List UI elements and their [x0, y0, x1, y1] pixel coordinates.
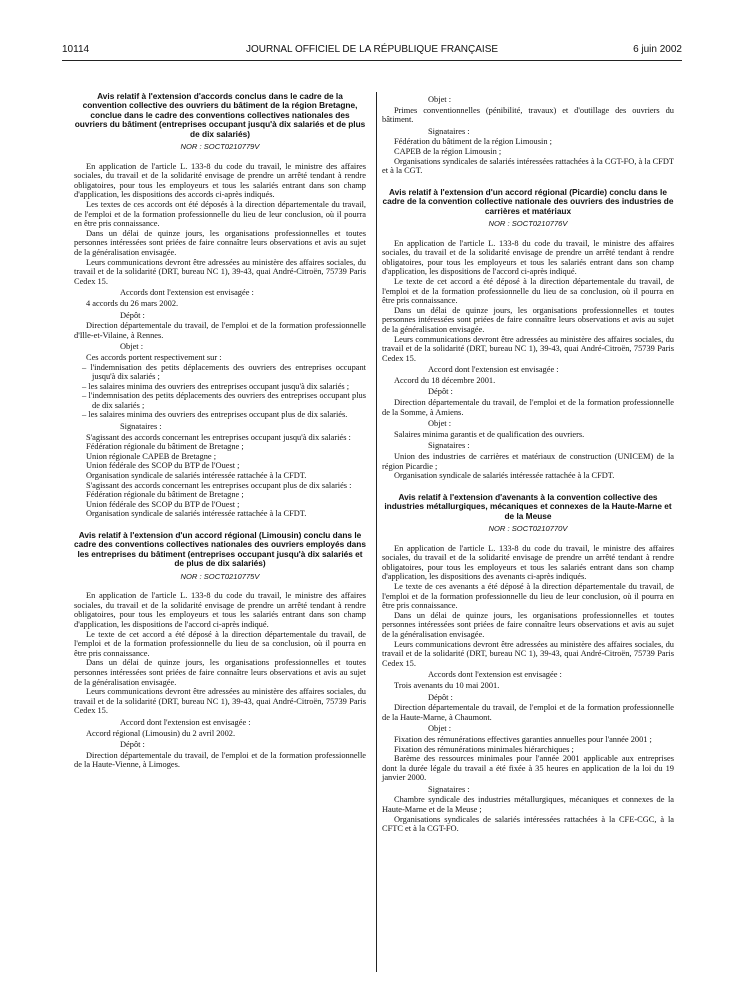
left-column: [74, 92, 366, 782]
depot-value: Direction départementale du travail, de l'emploi et de la formation professionnelle de la Somme, à Amiens.: [382, 398, 674, 417]
signataires-label: Signataires :: [428, 784, 470, 794]
accord-value: Accord régional (Limousin) du 2 avril 2002.: [86, 728, 236, 738]
signataires-label: Signataires :: [120, 422, 162, 432]
paragraph: En application de l'article L. 133-8 du code du travail, le ministre des affaires sociales, du travail et de la solidarité envisage de prendre un arrêté tendant à rendre obligatoires, pour tous les employeurs et tous les salariés entrant dans son champ d'application, les dispositions des avenants ci-après indiqués.: [382, 543, 674, 582]
depot-label: Dépôt :: [120, 740, 145, 750]
signatory: Organisations syndicales de salariés intéressées rattachées à la CGT-FO, à la CFDT et à la CGT.: [382, 156, 674, 176]
signatory: Organisation syndicale de salariés intéressée rattachée à la CFDT.: [86, 509, 307, 519]
signatory: Chambre syndicale des industries métallurgiques, mécaniques et connexes de la Haute-Marne et de la Meuse ;: [382, 795, 674, 815]
accords-label: Accords dont l'extension est envisagée :: [120, 288, 254, 298]
nor-reference: NOR : SOCT0210779V: [180, 142, 260, 152]
page-number: 10114: [62, 44, 90, 55]
list-item: – l'indemnisation des petits déplacements des ouvriers des entreprises occupant plus de dix salariés ;: [82, 391, 366, 410]
notice-limousin: [74, 531, 366, 770]
paragraph: Le texte de ces avenants a été déposé à la direction départementale du travail, de l'emploi et de la formation professionnelle du lieu de leur conclusion, où il pourra en être pris connaissance.: [382, 582, 674, 611]
objet-intro: Ces accords portent respectivement sur :: [86, 352, 222, 362]
notice-picardie: [382, 188, 674, 481]
objet-label: Objet :: [428, 419, 452, 429]
paragraph: Leurs communications devront être adressées au ministère des affaires sociales, du travail et de la solidarité (DRT, bureau NC 1), 39-43, quai André-Citroën, 75739 Paris Cedex 15.: [74, 257, 366, 286]
accords-value: 4 accords du 26 mars 2002.: [86, 298, 179, 308]
notice-limousin-continued: [382, 95, 674, 176]
depot-value: Direction départementale du travail, de l'emploi et de la formation professionnelle d'Ille-et-Vilaine, à Rennes.: [74, 321, 366, 340]
journal-title: JOURNAL OFFICIEL DE LA RÉPUBLIQUE FRANÇAISE: [245, 44, 499, 55]
paragraph: En application de l'article L. 133-8 du code du travail, le ministre des affaires sociales, du travail et de la solidarité envisage de prendre un arrêté tendant à rendre obligatoires, pour tous les employeurs et tous les salariés entrant dans son champ d'application, les dispositions des accords ci-après indiqués.: [74, 161, 366, 200]
column-divider: [376, 92, 377, 972]
paragraph: Le texte de cet accord a été déposé à la direction départementale du travail, de l'emploi et de la formation professionnelle du lieu de sa conclusion, où il pourra en être pris connaissance.: [74, 629, 366, 658]
signatory: Organisation syndicale de salariés intéressée rattachée à la CFDT.: [394, 471, 615, 481]
paragraph: Leurs communications devront être adressées au ministère des affaires sociales, du travail et de la solidarité (DRT, bureau NC 1), 39-43, quai André-Citroën, 75739 Paris Cedex 15.: [74, 687, 366, 716]
notice-title: Avis relatif à l'extension d'un accord régional (Limousin) conclu dans le cadre des conventions collectives nationales des ouvriers employés dans les entreprises du bâtiment (entreprises occupant jusqu'à dix salariés et de plus de dix salariés): [74, 530, 366, 569]
signatory: Organisations syndicales de salariés intéressées rattachées à la CFE-CGC, à la CFTC et à la CGT-FO.: [382, 814, 674, 834]
objet-item: Fixation des rémunérations effectives garanties annuelles pour l'année 2001 ;: [394, 734, 652, 744]
accords-label: Accords dont l'extension est envisagée :: [428, 670, 562, 680]
accord-label: Accord dont l'extension est envisagée :: [428, 365, 559, 375]
paragraph: Dans un délai de quinze jours, les organisations professionnelles et toutes personnes intéressées sont priées de faire connaître leurs observations et avis au sujet de la généralisation envisagée.: [74, 228, 366, 257]
notice-haute-marne-meuse: [382, 493, 674, 834]
paragraph: Dans un délai de quinze jours, les organisations professionnelles et toutes personnes intéressées sont priées de faire connaître leurs observations et avis au sujet de la généralisation envisagée.: [382, 610, 674, 639]
objet-item: Fixation des rémunérations minimales hiérarchiques ;: [394, 744, 574, 754]
paragraph: Les textes de ces accords ont été déposés à la direction départementale du travail, de l'emploi et de la formation professionnelle du lieu de leur conclusion, où il pourra en être pris connaissance.: [74, 200, 366, 229]
depot-label: Dépôt :: [428, 387, 453, 397]
nor-reference: NOR : SOCT0210770V: [488, 524, 568, 534]
signataires-intro: S'agissant des accords concernant les entreprises occupant plus de dix salariés :: [86, 480, 352, 490]
paragraph: En application de l'article L. 133-8 du code du travail, le ministre des affaires sociales, du travail et de la solidarité envisage de prendre un arrêté tendant à rendre obligatoires, pour tous les employeurs et tous les salariés entrant dans son champ d'application, les dispositions de l'accord ci-après indiqué.: [382, 238, 674, 277]
depot-value: Direction départementale du travail, de l'emploi et de la formation professionnelle de la Haute-Marne, à Chaumont.: [382, 703, 674, 722]
objet-label: Objet :: [428, 724, 452, 734]
right-column: [382, 93, 674, 846]
list-item: – les salaires minima des ouvriers des entreprises occupant jusqu'à dix salariés ;: [82, 381, 350, 391]
notice-title: Avis relatif à l'extension d'un accord régional (Picardie) conclu dans le cadre de la convention collective nationale des ouvriers des industries de carrières et matériaux: [382, 186, 674, 216]
notice-bretagne: [74, 92, 366, 519]
signatory: Fédération régionale du bâtiment de Bretagne ;: [86, 442, 244, 452]
depot-label: Dépôt :: [120, 310, 145, 320]
notice-title: Avis relatif à l'extension d'avenants à la convention collective des industries métallurgiques, mécaniques et connexes de la Haute-Marne et de la Meuse: [384, 491, 672, 521]
signataires-label: Signataires :: [428, 126, 470, 136]
depot-label: Dépôt :: [428, 692, 453, 702]
depot-value: Direction départementale du travail, de l'emploi et de la formation professionnelle de la Haute-Vienne, à Limoges.: [74, 750, 366, 770]
signatory: Union fédérale des SCOP du BTP de l'Ouest ;: [86, 499, 240, 509]
list-item: – les salaires minima des ouvriers des entreprises occupant plus de dix salariés.: [82, 410, 348, 420]
paragraph: Le texte de cet accord a été déposé à la direction départementale du travail, de l'emploi et de la formation professionnelle du lieu de sa conclusion, où il pourra en être pris connaissance.: [382, 276, 674, 306]
paragraph: En application de l'article L. 133-8 du code du travail, le ministre des affaires sociales, du travail et de la solidarité envisage de prendre un arrêté tendant à rendre obligatoires, pour tous les employeurs et tous les salariés entrant dans son champ d'application, les dispositions de l'accord ci-après indiqué.: [74, 591, 366, 629]
publication-date: 6 juin 2002: [633, 44, 682, 55]
paragraph: Dans un délai de quinze jours, les organisations professionnelles et toutes personnes intéressées sont priées de faire connaître leurs observations et avis au sujet de la généralisation envisagée.: [74, 658, 366, 687]
signatory: Union régionale CAPEB de Bretagne ;: [86, 451, 217, 461]
signatory: Organisation syndicale de salariés intéressée rattachée à la CFDT.: [86, 471, 307, 481]
paragraph: Leurs communications devront être adressées au ministère des affaires sociales, du travail et de la solidarité (DRT, bureau NC 1), 39-43, quai André-Citroën, 75739 Paris Cedex 15.: [382, 334, 674, 363]
signatory: Union fédérale des SCOP du BTP de l'Ouest ;: [86, 461, 240, 471]
nor-reference: NOR : SOCT0210776V: [488, 218, 568, 228]
accords-value: Trois avenants du 10 mai 2001.: [394, 680, 500, 690]
header-rule: [62, 60, 682, 61]
signataires-intro: S'agissant des accords concernant les entreprises occupant jusqu'à dix salariés :: [86, 432, 351, 442]
page-header: [62, 44, 682, 60]
objet-item: Barème des ressources minimales pour l'année 2001 applicable aux entreprises dont la durée légale du travail a été fixée à 35 heures en application de la loi du 19 janvier 2000.: [382, 754, 674, 783]
objet-label: Objet :: [120, 342, 144, 352]
objet-value: Salaires minima garantis et de qualification des ouvriers.: [394, 429, 585, 439]
objet-label: Objet :: [428, 95, 452, 104]
paragraph: Dans un délai de quinze jours, les organisations professionnelles et toutes personnes intéressées sont priées de faire connaître leurs observations et avis au sujet de la généralisation envisagée.: [382, 305, 674, 334]
objet-value: Primes conventionnelles (pénibilité, travaux) et d'outillage des ouvriers du bâtiment.: [382, 105, 674, 125]
signatory: Union des industries de carrières et matériaux de construction (UNICEM) de la région Picardie ;: [382, 452, 674, 471]
nor-reference: NOR : SOCT0210775V: [180, 571, 260, 581]
signatory: CAPEB de la région Limousin ;: [394, 146, 502, 156]
signatory: Fédération régionale du bâtiment de Bretagne ;: [86, 490, 244, 500]
signataires-label: Signataires :: [428, 441, 470, 451]
paragraph: Leurs communications devront être adressées au ministère des affaires sociales, du travail et de la solidarité (DRT, bureau NC 1), 39-43, quai André-Citroën, 75739 Paris Cedex 15.: [382, 639, 674, 668]
accord-value: Accord du 18 décembre 2001.: [394, 375, 496, 385]
accord-label: Accord dont l'extension est envisagée :: [120, 717, 251, 727]
list-item: – l'indemnisation des petits déplacements des ouvriers des entreprises occupant jusqu'à dix salariés ;: [82, 362, 366, 382]
notice-title: Avis relatif à l'extension d'accords conclus dans le cadre de la convention collective des ouvriers du bâtiment de la région Bretagne, conclue dans le cadre des conventions collectives nationales des ouvriers du bâtiment (entreprises occupant jusqu'à dix salariés et de plus de dix salariés): [74, 91, 366, 139]
signatory: Fédération du bâtiment de la région Limousin ;: [394, 137, 552, 147]
